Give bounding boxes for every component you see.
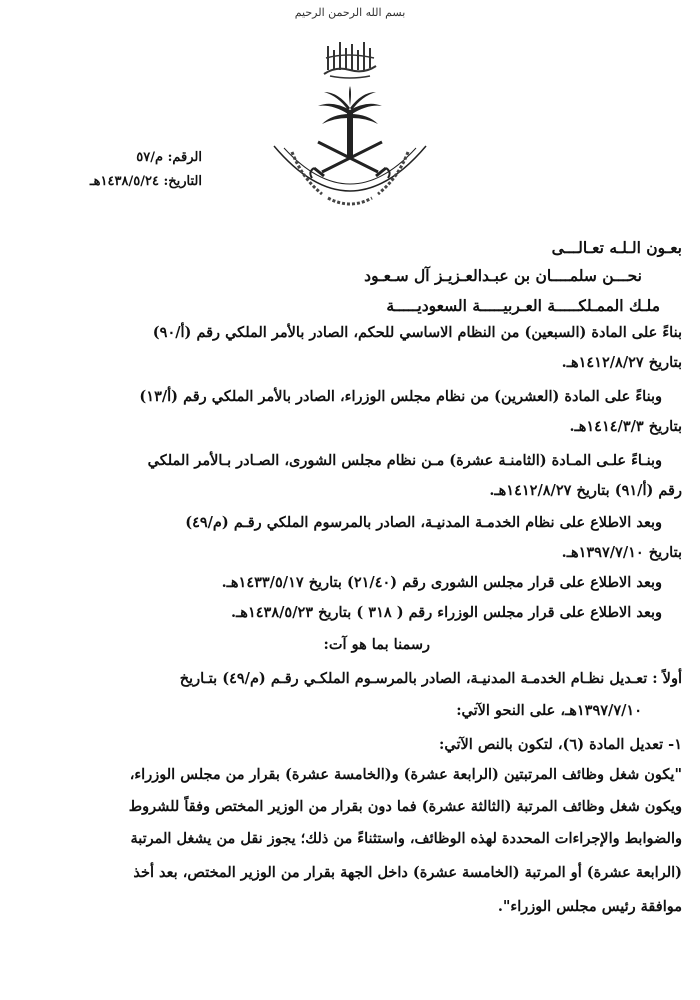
basmala: بسم الله الرحمن الرحيم bbox=[294, 6, 406, 19]
decree-number: الرقم: م/٥٧ bbox=[136, 150, 202, 165]
body-line-9: وبعد الاطلاع على قرار مجلس الشورى رقم (٢١/٤٠) بتاريخ ١٤٣٣/٥/١٧هـ. bbox=[221, 574, 662, 591]
body-line-1: بناءً على المادة (السبعين) من النظام الاساسي للحكم، الصادر بالأمر الملكي رقم (أ/٩٠) bbox=[152, 324, 682, 341]
opening-line-2: نحـــن سلمــــان بن عبـدالعـزيـز آل سـعـود bbox=[364, 266, 642, 285]
body-line-18: (الرابعة عشرة) أو المرتبة (الخامسة عشرة) داخل الجهة بقرار من الوزير المختص، بعد أخذ bbox=[133, 864, 682, 881]
body-line-17: والضوابط والإجراءات المحددة لهذه الوظائف، واستثناءً من ذلك؛ يجوز نقل من يشغل المرتبة bbox=[130, 830, 682, 847]
shahada-calligraphy-icon bbox=[318, 36, 382, 80]
body-line-3: وبناءً على المادة (العشرين) من نظام مجلس الوزراء، الصادر بالأمر الملكي رقم (أ/١٣) bbox=[139, 388, 662, 405]
body-line-15: "يكون شغل وظائف المرتبتين (الرابعة عشرة) و(الخامسة عشرة) بقرار من مجلس الوزراء، bbox=[129, 766, 682, 783]
body-line-4: بتاريخ ١٤١٤/٣/٣هـ. bbox=[569, 418, 682, 435]
body-line-13: ١٣٩٧/٧/١٠هـ، على النحو الآتي: bbox=[456, 702, 642, 719]
body-line-14: ١- تعديل المادة (٦)، لتكون بالنص الآتي: bbox=[439, 736, 682, 753]
decree-date: التاريخ: ١٤٣٨/٥/٢٤هـ bbox=[89, 174, 202, 189]
body-line-8: بتاريخ ١٣٩٧/٧/١٠هـ. bbox=[561, 544, 682, 561]
body-line-6: رقم (أ/٩١) بتاريخ ١٤١٢/٨/٢٧هـ. bbox=[489, 482, 682, 499]
saudi-emblem-icon bbox=[262, 86, 438, 224]
body-line-10: وبعد الاطلاع على قرار مجلس الوزراء رقم ( ٣١٨ ) بتاريخ ١٤٣٨/٥/٢٣هـ. bbox=[231, 604, 662, 621]
body-line-12: أولاً : تعـديل نظـام الخدمـة المدنيـة، الصادر بالمرسـوم الملكـي رقـم (م/٤٩) بتـاريخ bbox=[179, 670, 682, 687]
opening-line-1: بعـون الـلـه تعـالـــى bbox=[551, 238, 682, 257]
body-line-2: بتاريخ ١٤١٢/٨/٢٧هـ. bbox=[561, 354, 682, 371]
opening-line-3: ملـك الممـلكـــــة العـربيـــــة السعوديـــــة bbox=[386, 296, 660, 315]
body-line-5: وبنـاءً علـى المـادة (الثامنـة عشرة) مـن نظام مجلس الشورى، الصـادر بـالأمر الملكي bbox=[147, 452, 662, 469]
body-line-19: موافقة رئيس مجلس الوزراء". bbox=[497, 898, 682, 915]
body-line-11: رسمنا بما هو آت: bbox=[323, 636, 430, 653]
decree-meta bbox=[90, 146, 202, 194]
body-line-16: ويكون شغل وظائف المرتبة (الثالثة عشرة) فما دون بقرار من الوزير المختص وفقاً للشروط bbox=[128, 798, 682, 815]
body-line-7: وبعد الاطلاع على نظام الخدمـة المدنيـة، الصادر بالمرسوم الملكي رقـم (م/٤٩) bbox=[185, 514, 662, 531]
